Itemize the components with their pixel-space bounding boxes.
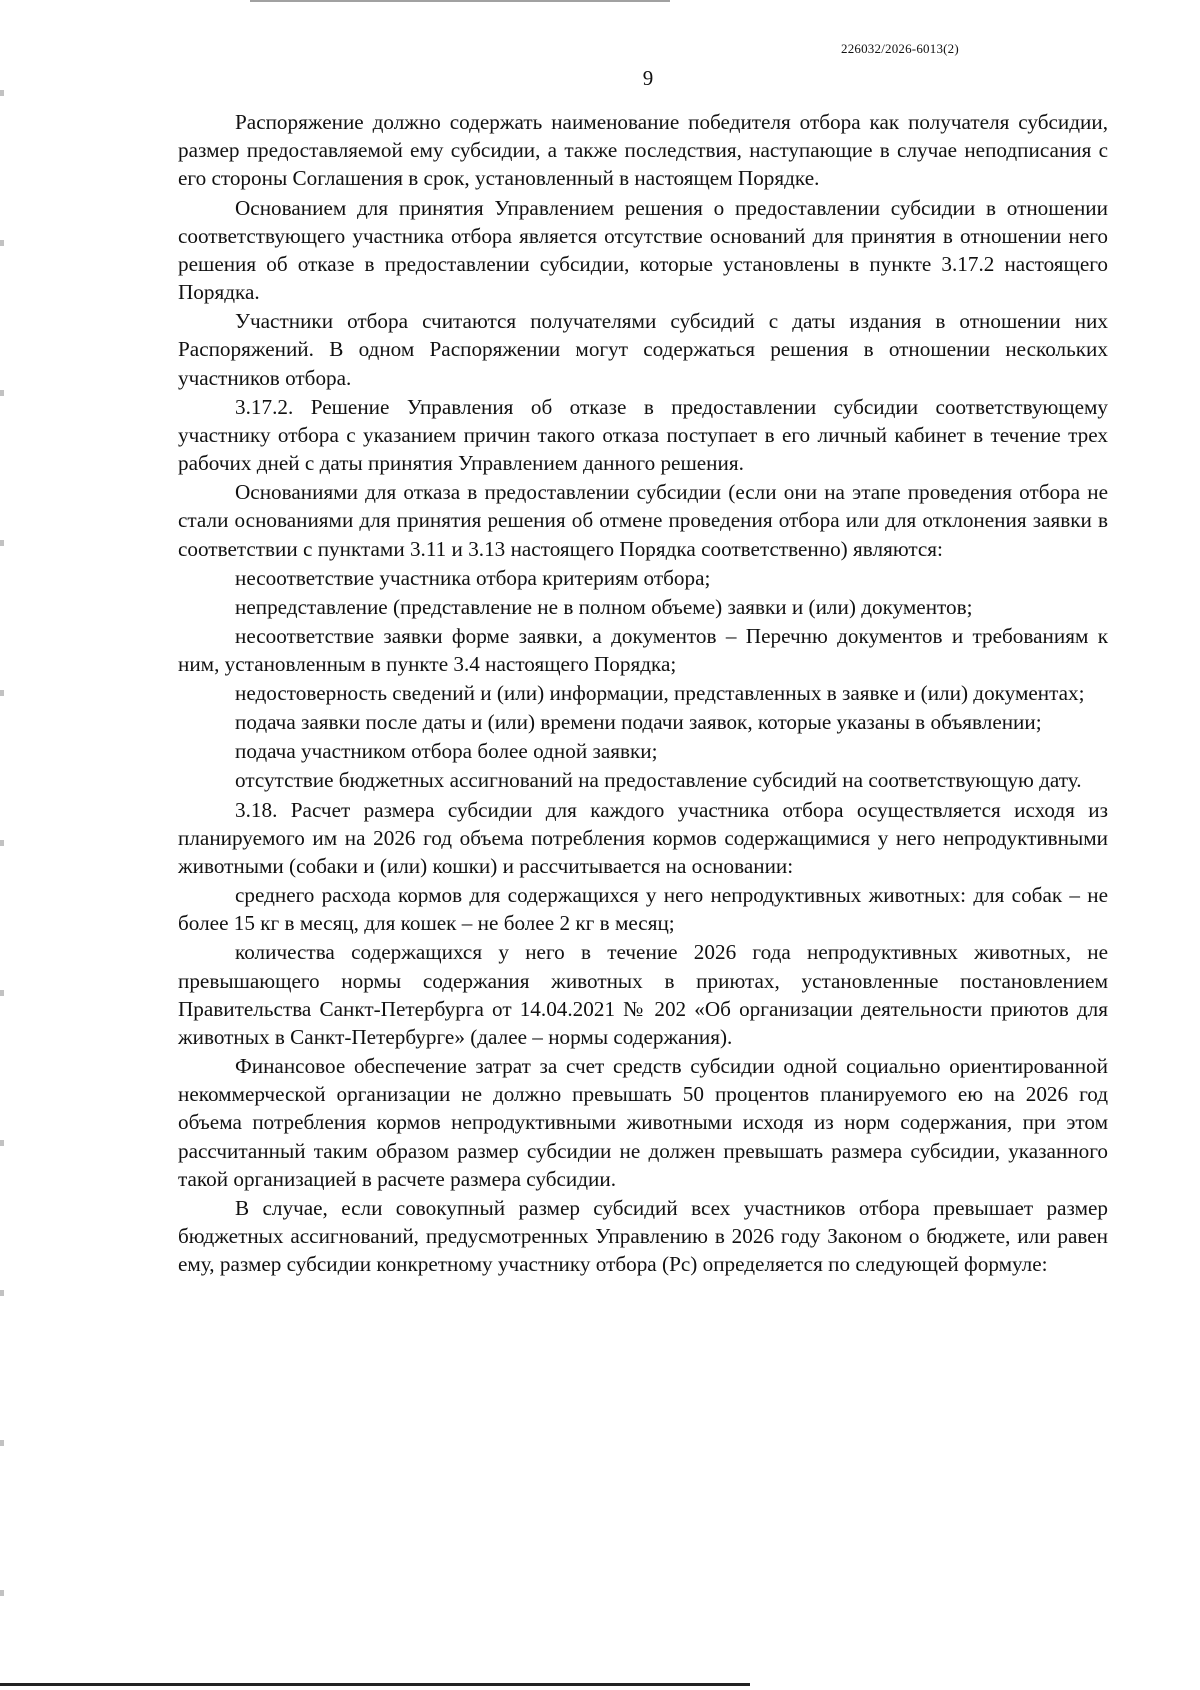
document-number: 226032/2026-6013(2) bbox=[841, 41, 959, 56]
document-body bbox=[178, 108, 1108, 1279]
list-item: недостоверность сведений и (или) информации, представленных в заявке и (или) документах; bbox=[235, 681, 1085, 706]
paragraph: Финансовое обеспечение затрат за счет средств субсидии одной социально ориентированной некоммерческой организации не должно превышать 50 процентов планируемого ею на 2026 год объема потребления кормов непродуктивными животными исходя из норм содержания, при этом рассчитанный таким образом размер субсидии не должен превышать размера субсидии, указанного такой организацией в расчете размера субсидии. bbox=[178, 1054, 1108, 1191]
list-item: непредставление (представление не в полном объеме) заявки и (или) документов; bbox=[235, 594, 973, 619]
list-item: подача заявки после даты и (или) времени подачи заявок, которые указаны в объявлении; bbox=[235, 710, 1042, 735]
scan-top-edge bbox=[250, 0, 670, 2]
scan-bottom-edge bbox=[0, 1683, 750, 1686]
page-number: 9 bbox=[642, 66, 654, 90]
list-item: несоответствие заявки форме заявки, а документов – Перечню документов и требованиям к ним, установленным в пункте 3.4 настоящего Порядка; bbox=[178, 623, 1108, 677]
list-item: несоответствие участника отбора критериям отбора; bbox=[235, 565, 711, 590]
list-item: подача участником отбора более одной заявки; bbox=[235, 739, 658, 764]
paragraph: Основанием для принятия Управлением решения о предоставлении субсидии в отношении соответствующего участника отбора является отсутствие оснований для принятия в отношении него решения об отказе в предоставлении субсидии, которые установлены в пункте 3.17.2 настоящего Порядка. bbox=[178, 195, 1108, 305]
paragraph: Распоряжение должно содержать наименование победителя отбора как получателя субсидии, размер предоставляемой ему субсидии, а также последствия, наступающие в случае неподписания с его стороны Соглашения в срок, установленный в настоящем Порядке. bbox=[178, 110, 1108, 191]
paragraph: Участники отбора считаются получателями субсидий с даты издания в отношении них Распоряжений. В одном Распоряжении могут содержаться решения в отношении нескольких участников отбора. bbox=[178, 309, 1108, 390]
paragraph: 3.17.2. Решение Управления об отказе в предоставлении субсидии соответствующему участнику отбора с указанием причин такого отказа поступает в его личный кабинет в течение трех рабочих дней с даты принятия Управлением данного решения. bbox=[178, 394, 1108, 476]
paragraph: В случае, если совокупный размер субсидий всех участников отбора превышает размер бюджетных ассигнований, предусмотренных Управлению в 2026 году Законом о бюджете, или равен ему, размер субсидии конкретному участнику отбора (Pc) определяется по следующей формуле: bbox=[178, 1195, 1108, 1277]
scan-left-margin-marks bbox=[0, 90, 4, 1650]
paragraph: Основаниями для отказа в предоставлении субсидии (если они на этапе проведения отбора не стали основаниями для принятия решения об отмене проведения отбора или для отклонения заявки в соответствии с пунктами 3.11 и 3.13 настоящего Порядка соответственно) являются: bbox=[178, 480, 1108, 561]
list-item: отсутствие бюджетных ассигнований на предоставление субсидий на соответствующую дату. bbox=[235, 768, 1082, 793]
list-item: среднего расхода кормов для содержащихся у него непродуктивных животных: для собак – не более 15 кг в месяц, для кошек – не более 2 кг в месяц; bbox=[178, 883, 1108, 936]
list-item: количества содержащихся у него в течение 2026 года непродуктивных животных, не превышающего нормы содержания животных в приютах, установленные постановлением Правительства Санкт-Петербурга от 14.04.2021 № 202 «Об организации деятельности приютов для животных в Санкт-Петербурге» (далее – нормы содержания). bbox=[178, 940, 1108, 1049]
paragraph: 3.18. Расчет размера субсидии для каждого участника отбора осуществляется исходя из планируемого им на 2026 год объема потребления кормов содержащимися у него непродуктивными животными (собаки и (или) кошки) и рассчитывается на основании: bbox=[178, 797, 1108, 878]
